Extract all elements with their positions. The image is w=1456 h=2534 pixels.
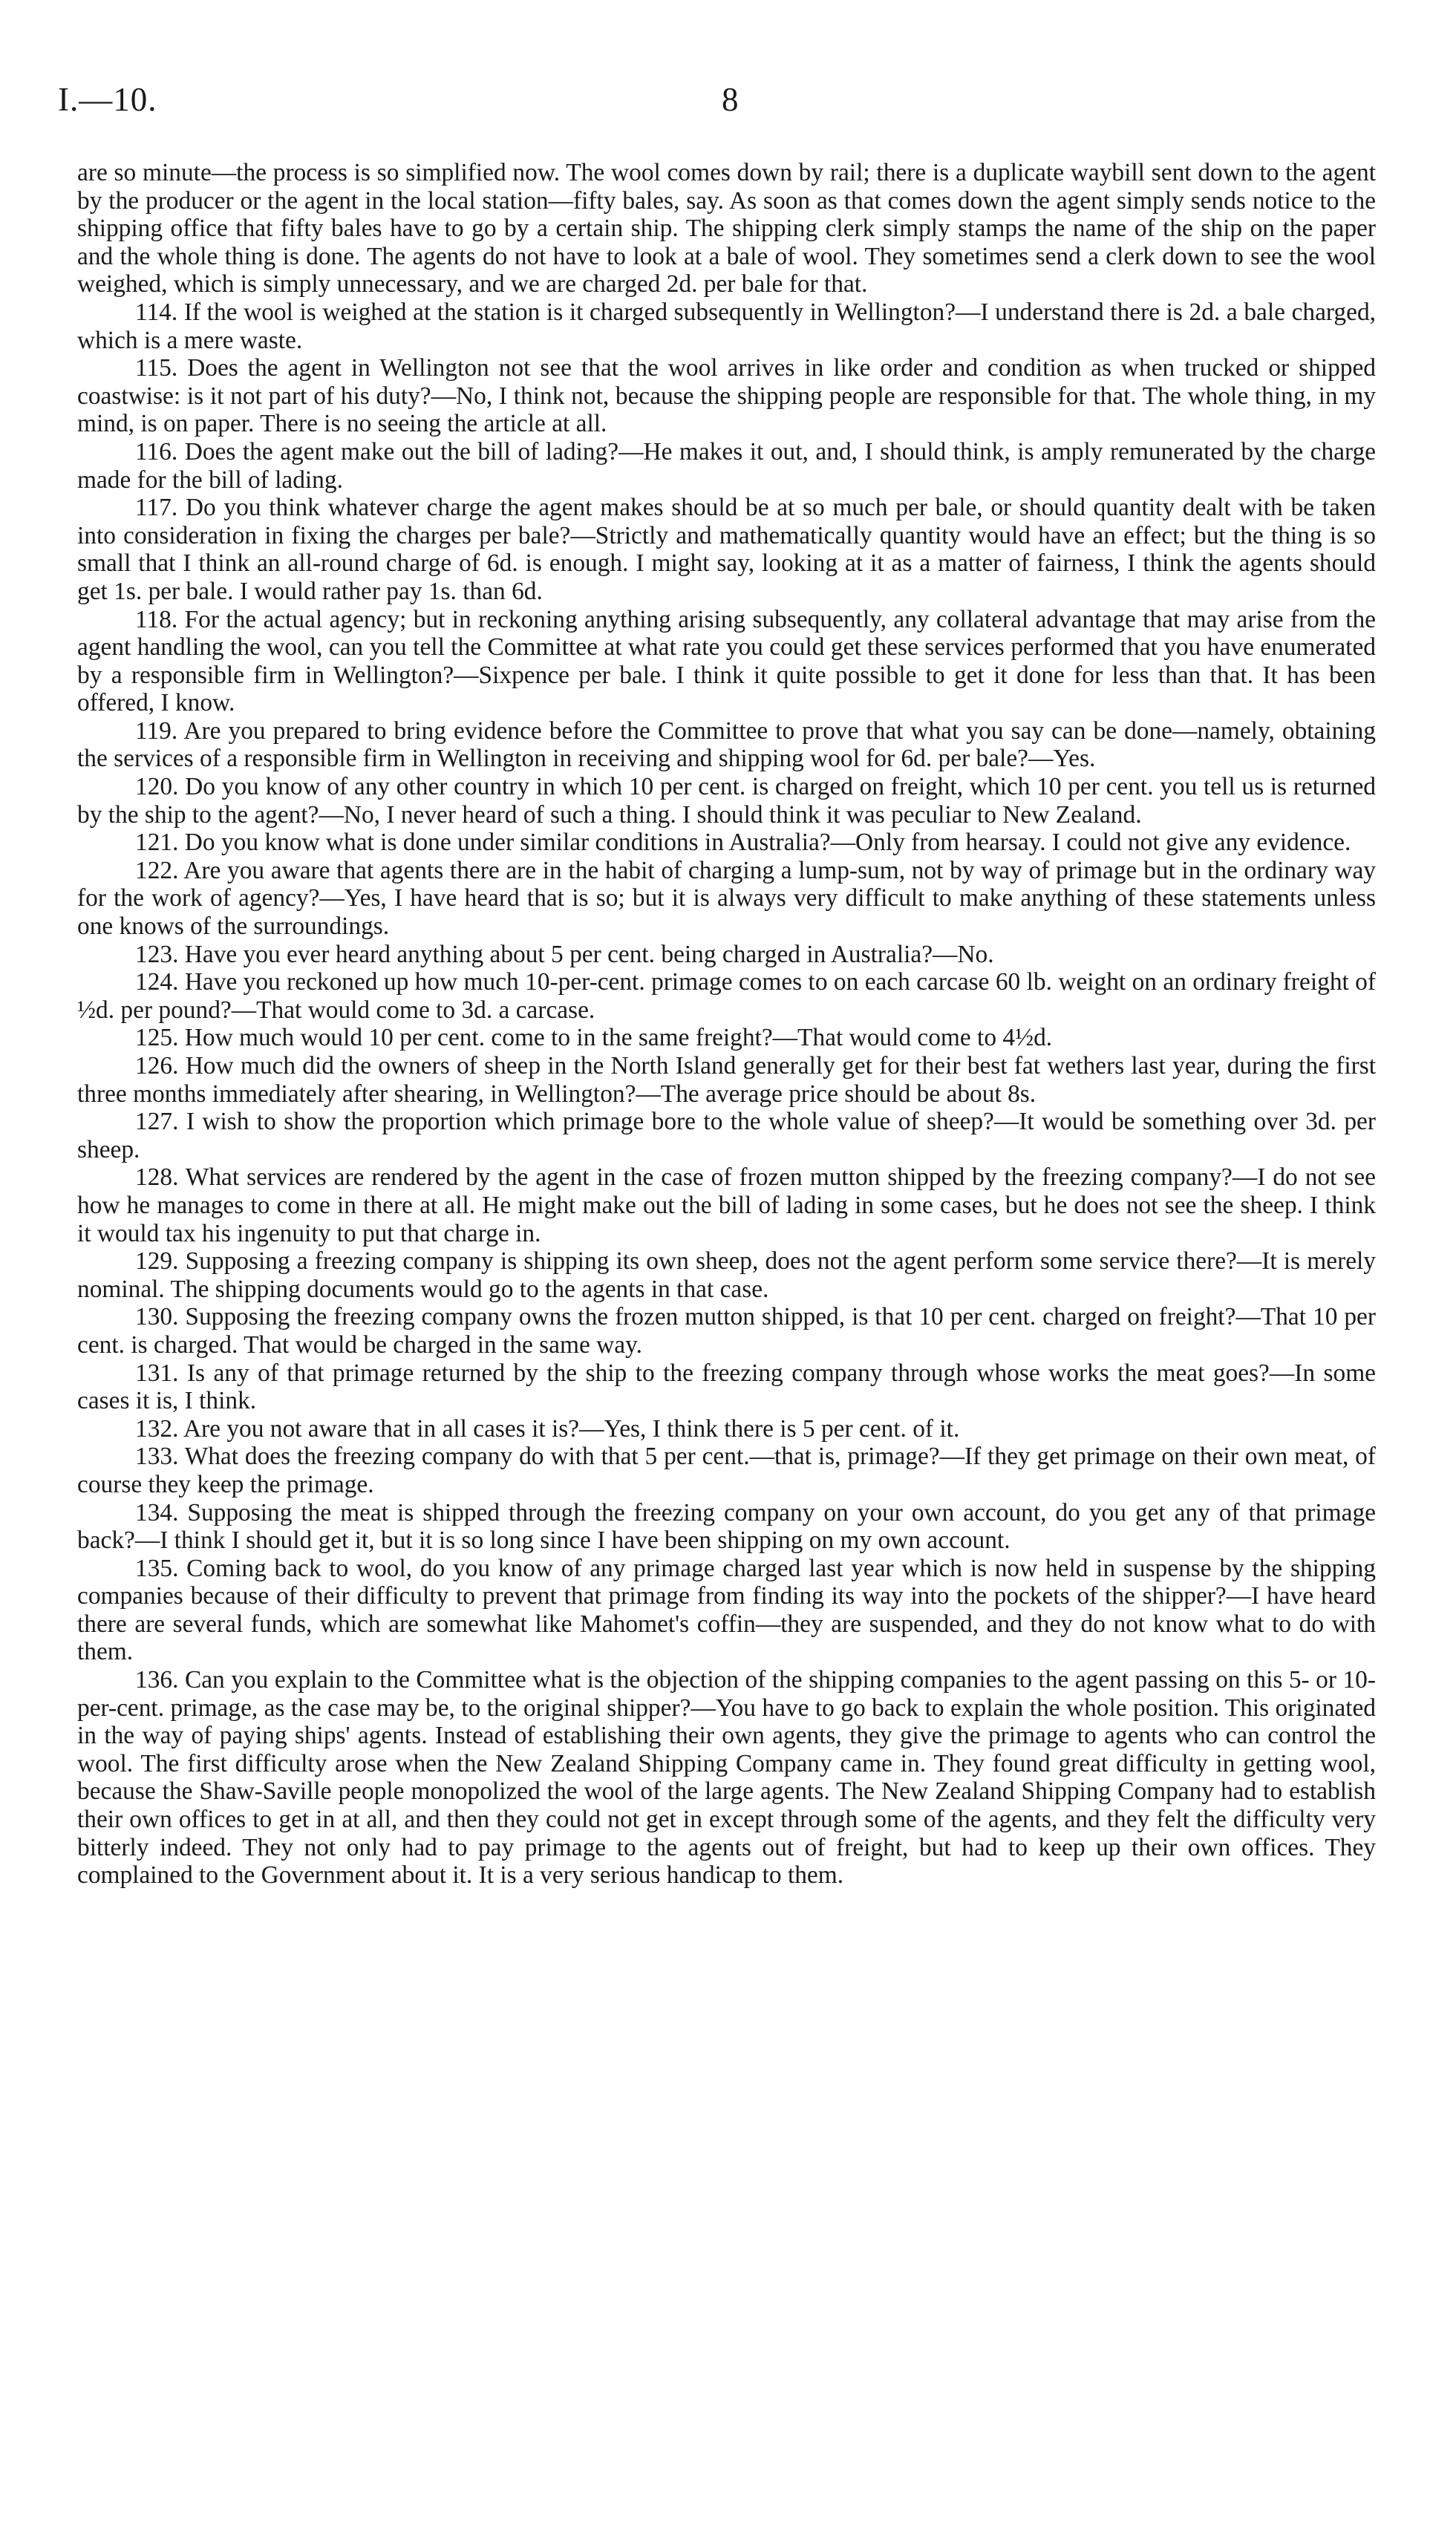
document-reference: I.—10. [58, 81, 157, 118]
question-paragraph: 128. What services are rendered by the agent in the case of frozen mutton shipped by the freezing company?—I do not see how he manages to come in there at all. He might make out the bill of lading in some cases, but he does not see the sheep. I think it would tax his ingenuity to put that charge in. [77, 1163, 1376, 1247]
page-header [58, 80, 1367, 125]
question-paragraph: 129. Supposing a freezing company is shipping its own sheep, does not the agent perform some service there?—It is merely nominal. The shipping documents would go to the agents in that case. [77, 1247, 1376, 1303]
question-paragraph: 136. Can you explain to the Committee what is the objection of the shipping companies to the agent passing on this 5- or 10-per-cent. primage, as the case may be, to the original shipper?—You have to go back to explain the whole position. This originated in the way of paying ships' agents. Instead of establishing their own agents, they give the primage to agents who can control the wool. The first difficulty arose when the New Zealand Shipping Company came in. They found great difficulty in getting wool, because the Shaw-Saville people monopolized the wool of the large agents. The New Zealand Shipping Company had to establish their own offices to get in at all, and then they could not get in except through some of the agents, and they felt the difficulty very bitterly indeed. They not only had to pay primage to the agents out of freight, but had to keep up their own offices. They complained to the Government about it. It is a very serious handicap to them. [77, 1666, 1376, 1890]
question-paragraph: 134. Supposing the meat is shipped through the freezing company on your own account, do you get any of that primage back?—I think I should get it, but it is so long since I have been shipping on my own account. [77, 1498, 1376, 1555]
question-paragraph: 131. Is any of that primage returned by the ship to the freezing company through whose works the meat goes?—In some cases it is, I think. [77, 1359, 1376, 1415]
question-paragraph: 126. How much did the owners of sheep in the North Island generally get for their best fat wethers last year, during the first three months immediately after shearing, in Wellington?—The average price should be about 8s. [77, 1052, 1376, 1108]
question-paragraph: 115. Does the agent in Wellington not see that the wool arrives in like order and condition as when trucked or shipped coastwise: is it not part of his duty?—No, I think not, because the shipping people are responsible for that. The whole thing, in my mind, is on paper. There is no seeing the article at all. [77, 354, 1376, 438]
question-paragraph: 121. Do you know what is done under similar conditions in Australia?—Only from hearsay. I could not give any evidence. [135, 829, 1351, 857]
question-paragraph: 116. Does the agent make out the bill of lading?—He makes it out, and, I should think, is amply remunerated by the charge made for the bill of lading. [77, 437, 1376, 494]
question-paragraph: 118. For the actual agency; but in reckoning anything arising subsequently, any collateral advantage that may arise from the agent handling the wool, can you tell the Committee at what rate you could get these services performed that you have enumerated by a responsible firm in Wellington?—Sixpence per bale. I think it quite possible to get it done for less than that. It has been offered, I know. [77, 605, 1376, 717]
question-paragraph: 124. Have you reckoned up how much 10-per-cent. primage comes to on each carcase 60 lb. weight on an ordinary freight of ½d. per pound?—That would come to 3d. a carcase. [77, 968, 1376, 1024]
question-paragraph: 130. Supposing the freezing company owns the frozen mutton shipped, is that 10 per cent. charged on freight?—That 10 per cent. is charged. That would be charged in the same way. [77, 1303, 1376, 1359]
question-paragraph: 123. Have you ever heard anything about 5 per cent. being charged in Australia?—No. [135, 940, 994, 968]
question-paragraph: 133. What does the freezing company do with that 5 per cent.—that is, primage?—If they get primage on their own meat, of course they keep the primage. [77, 1443, 1376, 1498]
question-paragraph: 120. Do you know of any other country in which 10 per cent. is charged on freight, which 10 per cent. you tell us is returned by the ship to the agent?—No, I never heard of such a thing. I should think it was peculiar to New Zealand. [77, 773, 1376, 829]
question-paragraph: 119. Are you prepared to bring evidence before the Committee to prove that what you say can be done—namely, obtaining the services of a responsible firm in Wellington in receiving and shipping wool for 6d. per bale?—Yes. [77, 716, 1376, 773]
page-number: 8 [722, 81, 739, 118]
body-text [77, 159, 1376, 1890]
question-paragraph: 125. How much would 10 per cent. come to in the same freight?—That would come to 4½d. [135, 1024, 1053, 1052]
continued-paragraph: are so minute—the process is so simplified now. The wool comes down by rail; there is a duplicate waybill sent down to the agent by the producer or the agent in the local station—fifty bales, say. As soon as that comes down the agent simply sends notice to the shipping office that fifty bales have to go by a certain ship. The shipping clerk simply stamps the name of the ship on the paper and the whole thing is done. The agents do not have to look at a bale of wool. They sometimes send a clerk down to see the wool weighed, which is simply unnecessary, and we are charged 2d. per bale for that. [77, 159, 1376, 298]
question-paragraph: 127. I wish to show the proportion which primage bore to the whole value of sheep?—It would be something over 3d. per sheep. [77, 1108, 1376, 1163]
question-paragraph: 122. Are you aware that agents there are in the habit of charging a lump-sum, not by way of primage but in the ordinary way for the work of agency?—Yes, I have heard that is so; but it is always very difficult to make anything of these statements unless one knows of the surroundings. [77, 856, 1376, 941]
question-paragraph: 135. Coming back to wool, do you know of any primage charged last year which is now held in suspense by the shipping companies because of their difficulty to prevent that primage from finding its way into the pockets of the shipper?—I have heard there are several funds, which are somewhat like Mahomet's coffin—they are suspended, and they do not know what to do with them. [77, 1554, 1376, 1666]
question-paragraph: 114. If the wool is weighed at the station is it charged subsequently in Wellington?—I understand there is 2d. a bale charged, which is a mere waste. [77, 298, 1376, 354]
question-paragraph: 132. Are you not aware that in all cases it is?—Yes, I think there is 5 per cent. of it. [135, 1414, 960, 1443]
question-paragraph: 117. Do you think whatever charge the agent makes should be at so much per bale, or should quantity dealt with be taken into consideration in fixing the charges per bale?—Strictly and mathematically quantity would have an effect; but the thing is so small that I think an all-round charge of 6d. is enough. I might say, looking at it as a matter of fairness, I think the agents should get 1s. per bale. I would rather pay 1s. than 6d. [77, 494, 1376, 605]
